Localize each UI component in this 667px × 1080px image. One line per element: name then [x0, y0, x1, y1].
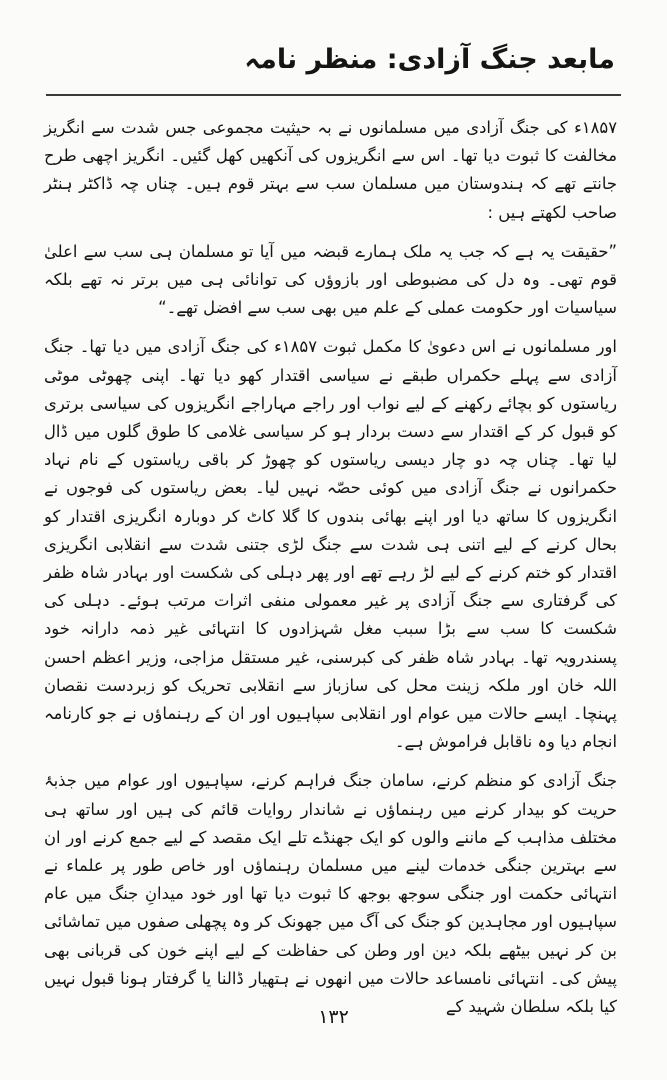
- paragraph: ۱۸۵۷ء کی جنگ آزادی میں مسلمانوں نے بہ حیثیت مجموعی جس شدت سے انگریز مخالفت کا ثبوت دیا تھا۔ اس سے انگریزوں کی آنکھیں کھل گئیں۔ انگریز اچھی طرح جانتے تھے کہ ہندوستان میں مسلمان سب سے بہتر قوم ہیں۔ چناں چہ ڈاکٹر ہنٹر صاحب لکھتے ہیں :: [44, 118, 617, 222]
- title-underline: [46, 94, 621, 96]
- chapter-title: مابعد جنگ آزادی: منظر نامہ: [244, 44, 615, 75]
- quotation: ”حقیقت یہ ہے کہ جب یہ ملک ہمارے قبضہ میں آیا تو مسلمان ہی سب سے اعلیٰ قوم تھی۔ وہ دل کی مضبوطی اور بازوؤں کی توانائی ہی میں برتر نہ تھے بلکہ سیاسیات اور حکومت عملی کے علم میں بھی سب سے افضل تھے۔“: [44, 241, 617, 318]
- paragraph: اور مسلمانوں نے اس دعویٰ کا مکمل ثبوت ۱۸۵۷ء کی جنگ آزادی میں دیا تھا۔ جنگ آزادی سے پہلے حکمراں طبقے نے سیاسی اقتدار کھو دیا تھا۔ اپنی چھوٹی موٹی ریاستوں کو بچائے رکھنے کے لیے نواب اور راجے مہاراجے انگریزوں کی سیاسی برتری کو قبول کر کے اقتدار سے دست بردار ہو کر سیاسی غلامی کا طوق گلوں میں ڈال لیا تھا۔ چناں چہ دو چار دیسی ریاستوں کو چھوڑ کر باقی ریاستوں کے نام نہاد حکمرانوں نے جنگ آزادی میں کوئی حصّہ نہیں لیا۔ بعض ریاستوں کی فوجوں نے انگریزوں کا ساتھ دیا اور اپنے بھائی بندوں کا گلا کاٹ کر دوبارہ انگریزی اقتدار کو بحال کرنے کے لیے اتنی ہی شدت سے جنگ لڑی جتنی شدت سے انقلابی انگریزی اقتدار کو ختم کرنے کے لیے لڑ رہے تھے اور پھر دہلی کی شکست اور بہادر شاہ ظفر کی گرفتاری سے جنگ آزادی پر غیر معمولی منفی اثرات مرتب ہوئے۔ دہلی کی شکست کا سب سے بڑا سبب مغل شہزادوں کا انتہائی غیر ذمہ دارانہ خود پسندرویہ تھا۔ بہادر شاہ ظفر کی کبرسنی، غیر مستقل مزاجی، وزیر اعظم احسن اللہ خان اور ملکہ زینت محل کی سازباز سے انقلابی تحریک کو زبردست نقصان پہنچا۔ ایسے حالات میں عوام اور انقلابی سپاہیوں اور ان کے رہنماؤں نے جو کارنامہ انجام دیا وہ ناقابل فراموش ہے۔: [44, 337, 617, 752]
- page-number: ۱۳۲: [318, 1006, 349, 1028]
- paragraph: جنگ آزادی کو منظم کرنے، سامان جنگ فراہم کرنے، سپاہیوں اور عوام میں جذبۂ حریت کو بیدار کرنے میں رہنماؤں نے شاندار روایات قائم کی ہیں اور ساتھ ہی مختلف مذاہب کے ماننے والوں کو ایک جھنڈے تلے ایک مقصد کے لیے جمع کرنے اور ان سے بہترین جنگی خدمات لینے میں مسلمان رہنماؤں اور خاص طور پر علماء نے انتہائی حکمت اور جنگی سوجھ بوجھ کا ثبوت دیا تھا اور خود میدانِ جنگ میں عام سپاہیوں اور مجاہدین کو جنگ کی آگ میں جھونک کر وہ پچھلی صفوں میں تماشائی بن کر نہیں بیٹھے بلکہ دین اور وطن کی حفاظت کے لیے اپنے خون کی قربانی بھی پیش کی۔ انتہائی نامساعد حالات میں انھوں نے ہتھیار ڈالنا یا گرفتار ہونا قبول نہیں کیا بلکہ سلطان شہید کے: [44, 771, 617, 1017]
- body-text: [44, 114, 617, 1032]
